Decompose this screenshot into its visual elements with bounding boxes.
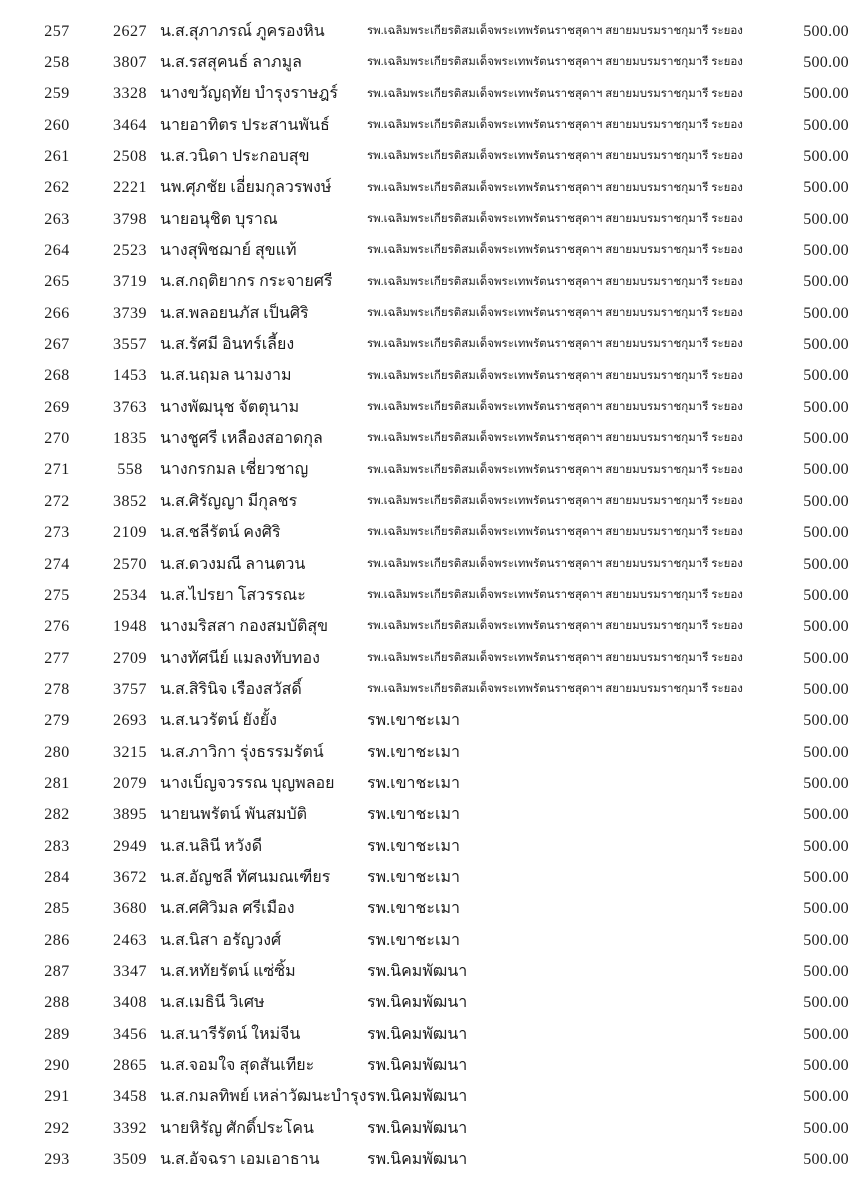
row-number-cell: 273 [44,524,70,542]
hospital-name-cell: รพ.นิคมพัฒนา [367,962,468,980]
hospital-name-cell: รพ.เขาชะเมา [367,806,460,824]
hospital-name-cell: รพ.เฉลิมพระเกียรติสมเด็จพระเทพรัตนราชสุดาฯ สยายมบรมราชกุมารี ระยอง [367,432,743,445]
amount-cell: 500.00 [803,116,849,134]
table-row [14,486,849,517]
amount-cell: 500.00 [803,367,849,385]
staff-id-cell: 3509 [113,1151,147,1169]
row-number-cell: 284 [44,868,70,886]
hospital-name-cell: รพ.เฉลิมพระเกียรติสมเด็จพระเทพรัตนราชสุดาฯ สยายมบรมราชกุมารี ระยอง [367,589,743,602]
table-row [14,16,849,47]
row-number-cell: 258 [44,54,70,72]
employee-name-cell: นางขวัญฤทัย บำรุงราษฎร์ [160,85,338,103]
amount-cell: 500.00 [803,1151,849,1169]
employee-name-cell: น.ส.นฤมล นามงาม [160,367,292,385]
table-row [14,235,849,266]
amount-cell: 500.00 [803,461,849,479]
employee-name-cell: น.ส.นารีรัตน์ ใหม่จีน [160,1025,301,1043]
staff-id-cell: 1948 [113,618,147,636]
table-row [14,141,849,172]
employee-name-cell: นางพัฒนุช จัตตุนาม [160,398,300,416]
row-number-cell: 292 [44,1119,70,1137]
amount-cell: 500.00 [803,712,849,730]
amount-cell: 500.00 [803,179,849,197]
table-row [14,674,849,705]
employee-name-cell: น.ส.นวรัตน์ ยังยั้ง [160,712,277,730]
amount-cell: 500.00 [803,649,849,667]
employee-name-cell: น.ส.อัจฉรา เอมเอาธาน [160,1151,320,1169]
employee-name-cell: น.ส.ดวงมณี ลานตวน [160,555,306,573]
row-number-cell: 269 [44,398,70,416]
amount-cell: 500.00 [803,398,849,416]
staff-id-cell: 2570 [113,555,147,573]
row-number-cell: 264 [44,242,70,260]
amount-cell: 500.00 [803,336,849,354]
row-number-cell: 271 [44,461,70,479]
staff-id-cell: 3347 [113,962,147,980]
hospital-name-cell: รพ.เฉลิมพระเกียรติสมเด็จพระเทพรัตนราชสุดาฯ สยายมบรมราชกุมารี ระยอง [367,338,743,351]
staff-id-cell: 2079 [113,774,147,792]
row-number-cell: 262 [44,179,70,197]
amount-cell: 500.00 [803,618,849,636]
staff-id-cell: 3852 [113,492,147,510]
hospital-name-cell: รพ.เฉลิมพระเกียรติสมเด็จพระเทพรัตนราชสุดาฯ สยายมบรมราชกุมารี ระยอง [367,369,743,382]
staff-id-cell: 3458 [113,1088,147,1106]
amount-cell: 500.00 [803,273,849,291]
row-number-cell: 290 [44,1057,70,1075]
staff-id-cell: 3328 [113,85,147,103]
row-number-cell: 289 [44,1025,70,1043]
employee-name-cell: นพ.ศุภชัย เอี่ยมกุลวรพงษ์ [160,179,332,197]
hospital-name-cell: รพ.เฉลิมพระเกียรติสมเด็จพระเทพรัตนราชสุดาฯ สยายมบรมราชกุมารี ระยอง [367,181,743,194]
staff-id-cell: 3739 [113,304,147,322]
row-number-cell: 275 [44,586,70,604]
amount-cell: 500.00 [803,242,849,260]
amount-cell: 500.00 [803,210,849,228]
amount-cell: 500.00 [803,900,849,918]
staff-id-cell: 2865 [113,1057,147,1075]
employee-name-cell: น.ส.หทัยรัตน์ แซ่ซิ้ม [160,962,296,980]
employee-name-cell: นางเบ็ญจวรรณ บุญพลอย [160,774,335,792]
hospital-name-cell: รพ.เฉลิมพระเกียรติสมเด็จพระเทพรัตนราชสุดาฯ สยายมบรมราชกุมารี ระยอง [367,495,743,508]
row-number-cell: 268 [44,367,70,385]
table-row [14,298,849,329]
table-row [14,862,849,893]
amount-cell: 500.00 [803,85,849,103]
employee-name-cell: น.ส.อัญชลี ทัศนมณเฑียร [160,868,331,886]
row-number-cell: 272 [44,492,70,510]
staff-id-cell: 3895 [113,806,147,824]
table-row [14,47,849,78]
amount-cell: 500.00 [803,1025,849,1043]
employee-name-cell: นางสุพิชฌาย์ สุขแท้ [160,242,297,260]
amount-cell: 500.00 [803,1088,849,1106]
hospital-name-cell: รพ.เฉลิมพระเกียรติสมเด็จพระเทพรัตนราชสุดาฯ สยายมบรมราชกุมารี ระยอง [367,401,743,414]
staff-id-cell: 2534 [113,586,147,604]
table-row [14,518,849,549]
hospital-name-cell: รพ.เขาชะเมา [367,774,460,792]
employee-name-cell: นายหิรัญ ศักดิ์ประโคน [160,1119,314,1137]
hospital-name-cell: รพ.เฉลิมพระเกียรติสมเด็จพระเทพรัตนราชสุดาฯ สยายมบรมราชกุมารี ระยอง [367,56,743,69]
row-number-cell: 266 [44,304,70,322]
hospital-name-cell: รพ.เขาชะเมา [367,743,460,761]
staff-id-cell: 3807 [113,54,147,72]
hospital-name-cell: รพ.เฉลิมพระเกียรติสมเด็จพระเทพรัตนราชสุดาฯ สยายมบรมราชกุมารี ระยอง [367,24,743,37]
amount-cell: 500.00 [803,22,849,40]
amount-cell: 500.00 [803,743,849,761]
table-row [14,173,849,204]
hospital-name-cell: รพ.เฉลิมพระเกียรติสมเด็จพระเทพรัตนราชสุดาฯ สยายมบรมราชกุมารี ระยอง [367,683,743,696]
hospital-name-cell: รพ.เฉลิมพระเกียรติสมเด็จพระเทพรัตนราชสุดาฯ สยายมบรมราชกุมารี ระยอง [367,244,743,257]
employee-name-cell: นางชูศรี เหลืองสอาดกุล [160,430,323,448]
hospital-name-cell: รพ.เฉลิมพระเกียรติสมเด็จพระเทพรัตนราชสุดาฯ สยายมบรมราชกุมารี ระยอง [367,275,743,288]
amount-cell: 500.00 [803,774,849,792]
employee-name-cell: นายอาทิตร ประสานพันธ์ [160,116,330,134]
employee-name-cell: น.ส.รัศมี อินทร์เลี้ยง [160,336,295,354]
row-number-cell: 267 [44,336,70,354]
amount-cell: 500.00 [803,680,849,698]
table-row [14,643,849,674]
table-row [14,925,849,956]
amount-cell: 500.00 [803,962,849,980]
row-number-cell: 287 [44,962,70,980]
hospital-name-cell: รพ.เขาชะเมา [367,900,460,918]
employee-name-cell: น.ส.จอมใจ สุดสันเทียะ [160,1057,315,1075]
hospital-name-cell: รพ.เฉลิมพระเกียรติสมเด็จพระเทพรัตนราชสุดาฯ สยายมบรมราชกุมารี ระยอง [367,307,743,320]
amount-cell: 500.00 [803,868,849,886]
amount-cell: 500.00 [803,1119,849,1137]
staff-id-cell: 3672 [113,868,147,886]
amount-cell: 500.00 [803,931,849,949]
staff-id-cell: 3719 [113,273,147,291]
hospital-name-cell: รพ.เฉลิมพระเกียรติสมเด็จพระเทพรัตนราชสุดาฯ สยายมบรมราชกุมารี ระยอง [367,526,743,539]
employee-name-cell: น.ส.ไปรยา โสวรรณะ [160,586,306,604]
staff-id-cell: 2523 [113,242,147,260]
table-row [14,706,849,737]
staff-id-cell: 3680 [113,900,147,918]
employee-name-cell: น.ส.ศศิวิมล ศรีเมือง [160,900,295,918]
table-row [14,1144,849,1175]
row-number-cell: 259 [44,85,70,103]
table-row [14,423,849,454]
employee-name-cell: น.ส.ศิรัญญา มีกุลชร [160,492,298,510]
amount-cell: 500.00 [803,304,849,322]
employee-name-cell: น.ส.ภาวิกา รุ่งธรรมรัตน์ [160,743,324,761]
table-row [14,329,849,360]
staff-id-cell: 3456 [113,1025,147,1043]
row-number-cell: 288 [44,994,70,1012]
amount-cell: 500.00 [803,54,849,72]
amount-cell: 500.00 [803,806,849,824]
table-row [14,204,849,235]
row-number-cell: 279 [44,712,70,730]
row-number-cell: 285 [44,900,70,918]
staff-id-cell: 2709 [113,649,147,667]
row-number-cell: 257 [44,22,70,40]
row-number-cell: 278 [44,680,70,698]
hospital-name-cell: รพ.เขาชะเมา [367,837,460,855]
employee-name-cell: น.ส.กมลทิพย์ เหล่าวัฒนะบำรุง [160,1088,367,1106]
table-row [14,1050,849,1081]
row-number-cell: 286 [44,931,70,949]
hospital-name-cell: รพ.เขาชะเมา [367,712,460,730]
row-number-cell: 265 [44,273,70,291]
staff-id-cell: 2693 [113,712,147,730]
amount-cell: 500.00 [803,837,849,855]
hospital-name-cell: รพ.เฉลิมพระเกียรติสมเด็จพระเทพรัตนราชสุดาฯ สยายมบรมราชกุมารี ระยอง [367,118,743,131]
hospital-name-cell: รพ.นิคมพัฒนา [367,1057,468,1075]
table-row [14,737,849,768]
table-row [14,267,849,298]
row-number-cell: 280 [44,743,70,761]
table-row [14,894,849,925]
amount-cell: 500.00 [803,994,849,1012]
table-row [14,1113,849,1144]
employee-name-cell: น.ส.พลอยนภัส เป็นศิริ [160,304,309,322]
staff-id-cell: 3215 [113,743,147,761]
employee-name-cell: นางทัศนีย์ แมลงทับทอง [160,649,320,667]
payment-roster-body [14,16,849,1176]
table-row [14,79,849,110]
hospital-name-cell: รพ.นิคมพัฒนา [367,1025,468,1043]
hospital-name-cell: รพ.เฉลิมพระเกียรติสมเด็จพระเทพรัตนราชสุดาฯ สยายมบรมราชกุมารี ระยอง [367,463,743,476]
employee-name-cell: น.ส.รสสุคนธ์ ลาภมูล [160,54,302,72]
employee-name-cell: น.ส.วนิดา ประกอบสุข [160,148,310,166]
row-number-cell: 283 [44,837,70,855]
table-row [14,768,849,799]
employee-name-cell: นายอนุชิต บุราณ [160,210,278,228]
table-row [14,800,849,831]
amount-cell: 500.00 [803,586,849,604]
employee-name-cell: นางมริสสา กองสมบัติสุข [160,618,329,636]
amount-cell: 500.00 [803,524,849,542]
table-row [14,612,849,643]
table-row [14,580,849,611]
employee-name-cell: นางกรกมล เชี่ยวชาญ [160,461,309,479]
staff-id-cell: 2463 [113,931,147,949]
table-row [14,110,849,141]
staff-id-cell: 3408 [113,994,147,1012]
row-number-cell: 270 [44,430,70,448]
table-row [14,1082,849,1113]
table-row [14,956,849,987]
staff-id-cell: 3557 [113,336,147,354]
row-number-cell: 277 [44,649,70,667]
row-number-cell: 274 [44,555,70,573]
staff-id-cell: 2949 [113,837,147,855]
hospital-name-cell: รพ.นิคมพัฒนา [367,1151,468,1169]
hospital-name-cell: รพ.นิคมพัฒนา [367,1088,468,1106]
row-number-cell: 281 [44,774,70,792]
hospital-name-cell: รพ.เฉลิมพระเกียรติสมเด็จพระเทพรัตนราชสุดาฯ สยายมบรมราชกุมารี ระยอง [367,150,743,163]
row-number-cell: 276 [44,618,70,636]
table-row [14,455,849,486]
hospital-name-cell: รพ.เขาชะเมา [367,868,460,886]
staff-id-cell: 3798 [113,210,147,228]
staff-id-cell: 558 [117,461,143,479]
employee-name-cell: นายนพรัตน์ พันสมบัติ [160,806,308,824]
amount-cell: 500.00 [803,555,849,573]
hospital-name-cell: รพ.นิคมพัฒนา [367,1119,468,1137]
staff-id-cell: 2508 [113,148,147,166]
payment-roster-table [14,16,849,1176]
hospital-name-cell: รพ.เฉลิมพระเกียรติสมเด็จพระเทพรัตนราชสุดาฯ สยายมบรมราชกุมารี ระยอง [367,87,743,100]
staff-id-cell: 3757 [113,680,147,698]
hospital-name-cell: รพ.เขาชะเมา [367,931,460,949]
staff-id-cell: 3392 [113,1119,147,1137]
employee-name-cell: น.ส.สุภาภรณ์ ภูครองหิน [160,22,325,40]
row-number-cell: 260 [44,116,70,134]
employee-name-cell: น.ส.สิรินิจ เรืองสวัสดิ์ [160,680,302,698]
amount-cell: 500.00 [803,1057,849,1075]
table-row [14,988,849,1019]
amount-cell: 500.00 [803,492,849,510]
employee-name-cell: น.ส.กฤติยากร กระจายศรี [160,273,333,291]
row-number-cell: 291 [44,1088,70,1106]
employee-name-cell: น.ส.เมธินี วิเศษ [160,994,265,1012]
row-number-cell: 261 [44,148,70,166]
table-row [14,831,849,862]
row-number-cell: 293 [44,1151,70,1169]
hospital-name-cell: รพ.เฉลิมพระเกียรติสมเด็จพระเทพรัตนราชสุดาฯ สยายมบรมราชกุมารี ระยอง [367,620,743,633]
table-row [14,549,849,580]
row-number-cell: 263 [44,210,70,228]
staff-id-cell: 1835 [113,430,147,448]
staff-id-cell: 2221 [113,179,147,197]
row-number-cell: 282 [44,806,70,824]
hospital-name-cell: รพ.เฉลิมพระเกียรติสมเด็จพระเทพรัตนราชสุดาฯ สยายมบรมราชกุมารี ระยอง [367,557,743,570]
hospital-name-cell: รพ.นิคมพัฒนา [367,994,468,1012]
staff-id-cell: 1453 [113,367,147,385]
table-row [14,392,849,423]
employee-name-cell: น.ส.ชลีรัตน์ คงศิริ [160,524,281,542]
staff-id-cell: 3763 [113,398,147,416]
hospital-name-cell: รพ.เฉลิมพระเกียรติสมเด็จพระเทพรัตนราชสุดาฯ สยายมบรมราชกุมารี ระยอง [367,212,743,225]
amount-cell: 500.00 [803,430,849,448]
table-row [14,1019,849,1050]
table-row [14,361,849,392]
employee-name-cell: น.ส.นลินี หวังดี [160,837,263,855]
hospital-name-cell: รพ.เฉลิมพระเกียรติสมเด็จพระเทพรัตนราชสุดาฯ สยายมบรมราชกุมารี ระยอง [367,651,743,664]
staff-id-cell: 2109 [113,524,147,542]
staff-id-cell: 2627 [113,22,147,40]
staff-id-cell: 3464 [113,116,147,134]
amount-cell: 500.00 [803,148,849,166]
employee-name-cell: น.ส.นิสา อรัญวงศ์ [160,931,282,949]
